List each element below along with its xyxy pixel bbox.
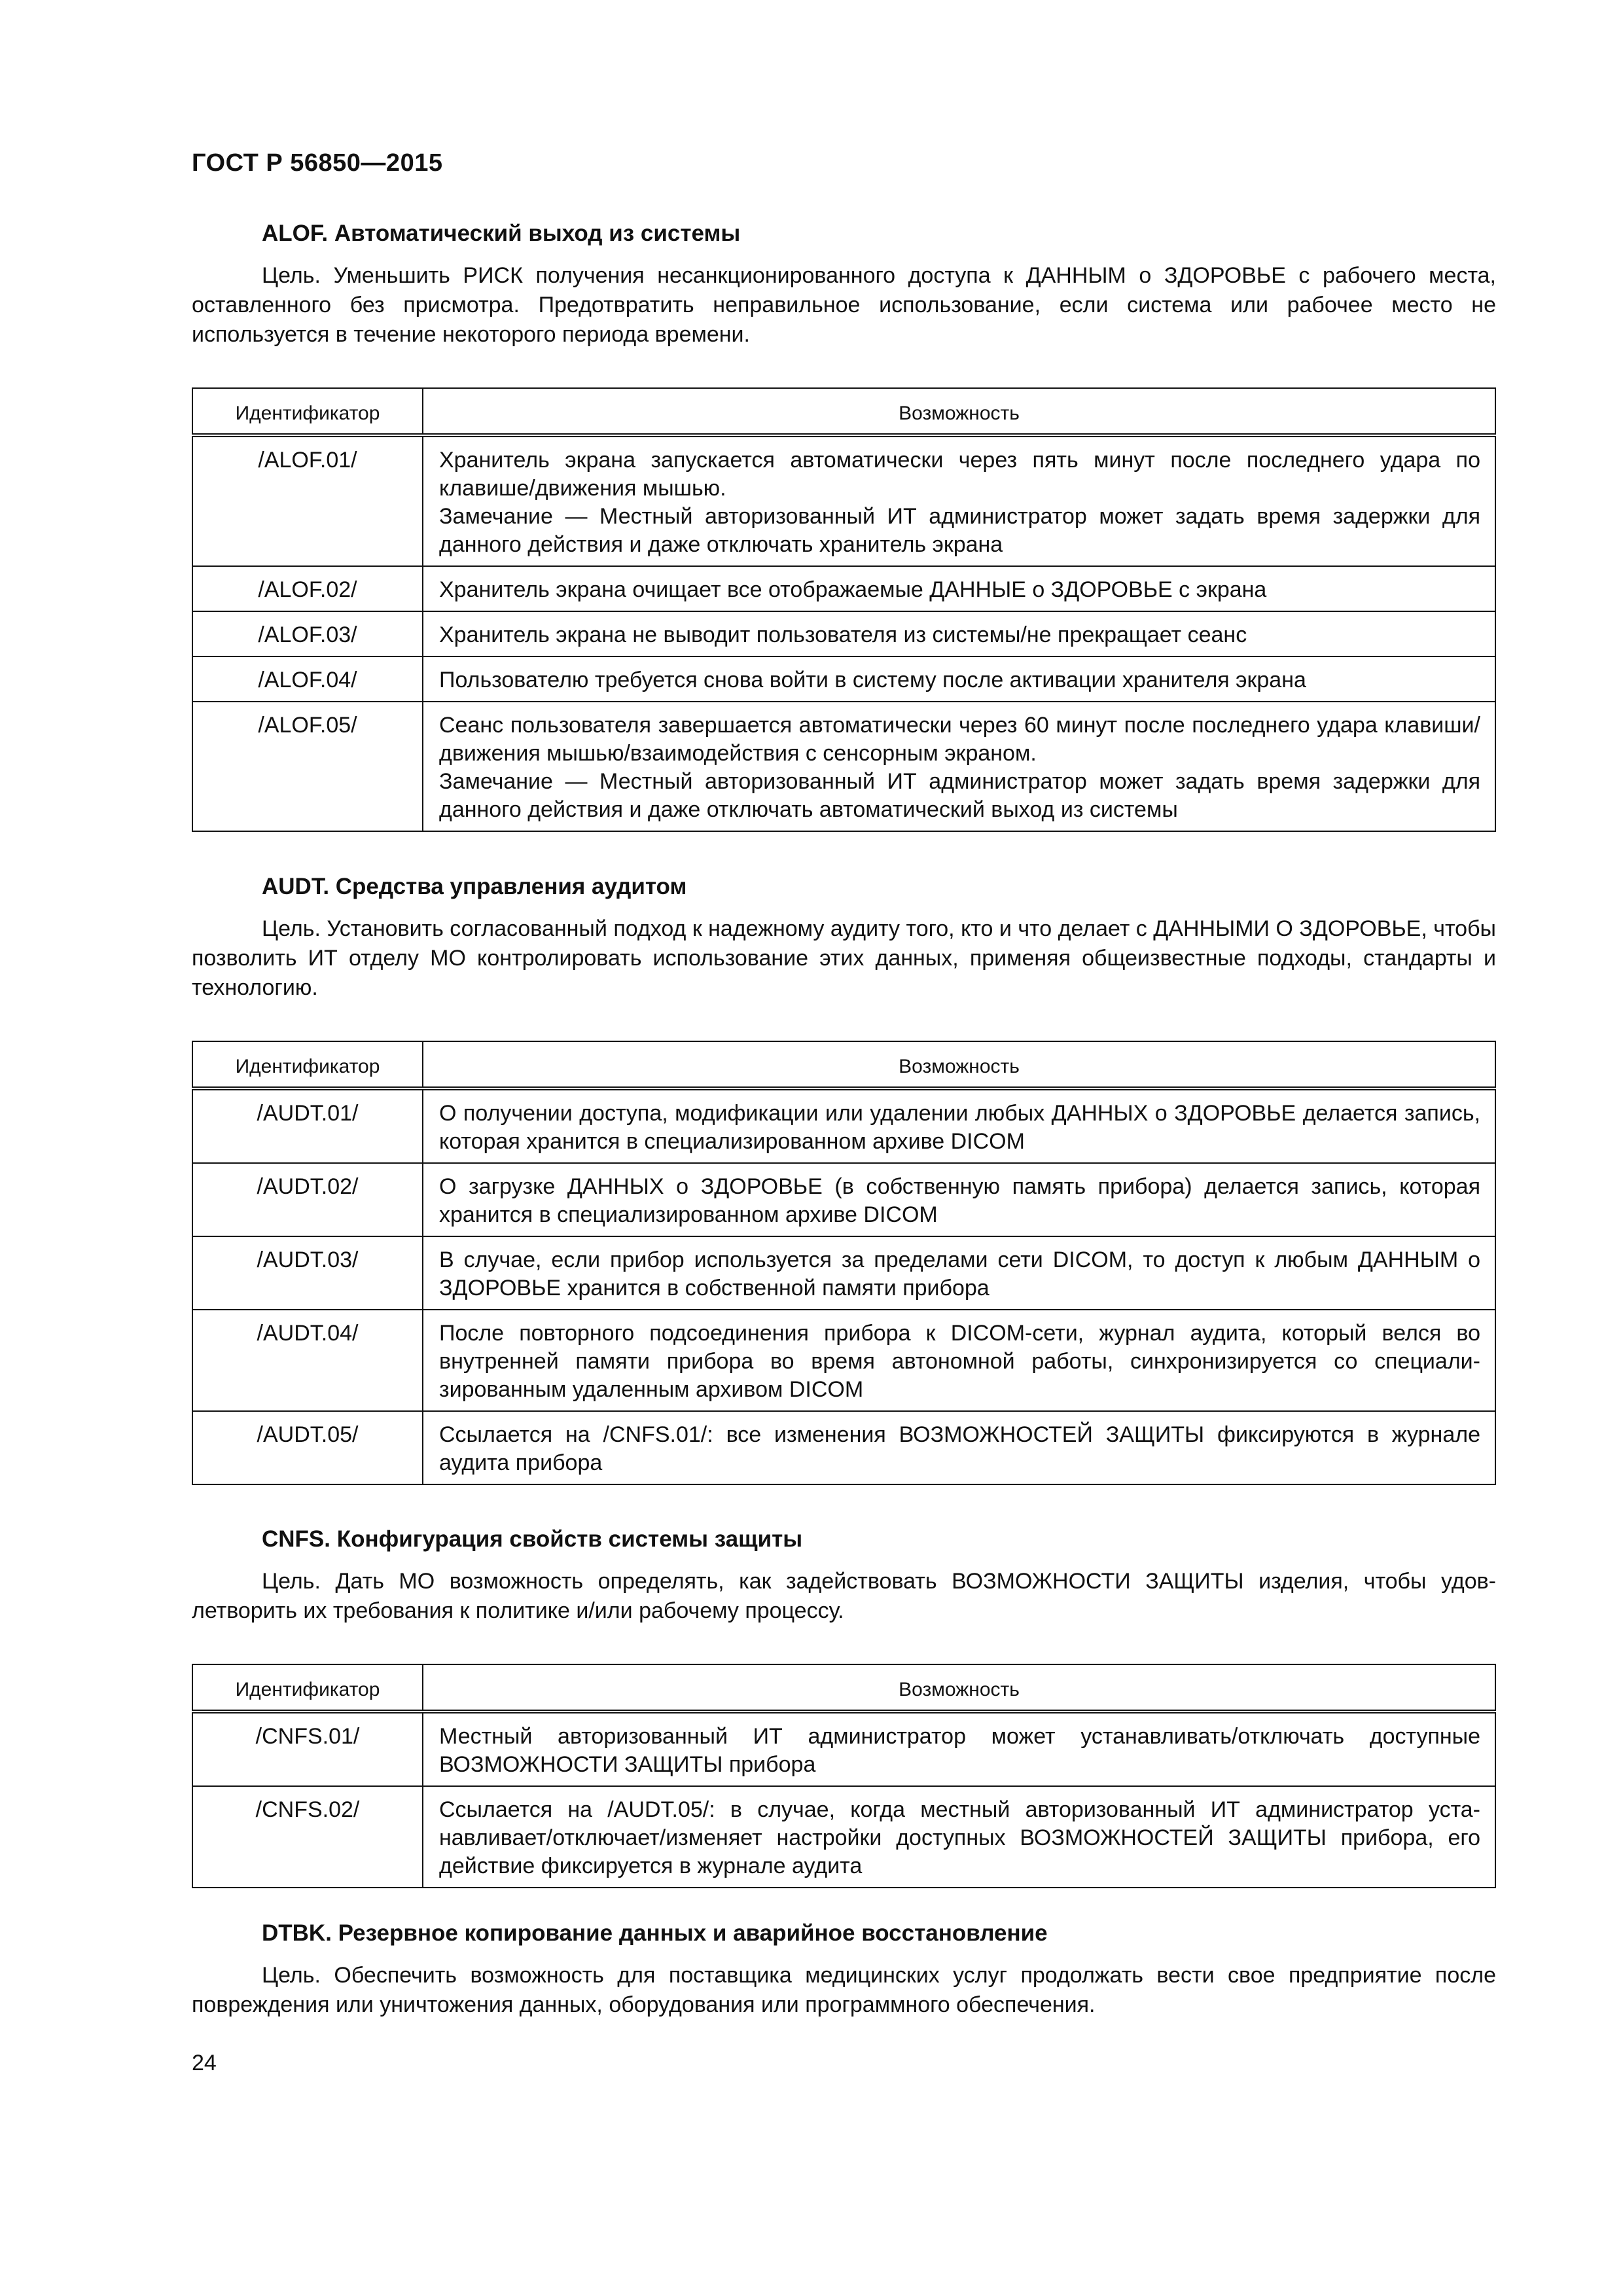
capability-table — [192, 1664, 1496, 1888]
row-id: /AUDT.04/ — [192, 1310, 423, 1411]
table-row — [192, 566, 1495, 611]
capability-line: Хранитель экрана не выводит пользователя из системы/не прекращает сеанс — [439, 622, 1247, 647]
column-header-capability: Возможность — [423, 1041, 1495, 1088]
section-title: DTBK. Резервное копирование данных и аварийное восстановление — [262, 1920, 1048, 1946]
row-capability — [423, 566, 1495, 611]
section-cnfs — [192, 1525, 1496, 1888]
row-capability — [423, 435, 1495, 566]
capability-note: Замечание — Местный авторизованный ИТ администратор может задать время задержки для данного действия и даже отключать хранитель экрана — [439, 504, 1480, 557]
capability-line: Пользователю требуется снова войти в систему после активации хранителя экрана — [439, 668, 1306, 692]
capability-line: Ссылается на /CNFS.01/: все изменения ВОЗМОЖНОСТЕЙ ЗАЩИТЫ фиксируются в журнале аудита прибора — [439, 1422, 1480, 1475]
section-purpose: Цель. Обеспечить возможность для поставщика медицинских услуг продолжать вести свое предприятие после повреждения или уничтожения данных, оборудования или программного обеспечения. — [192, 1963, 1496, 2017]
capability-line: Хранитель экрана запускается автоматически через пять минут после последнего удара по клавише/движения мышью. — [439, 448, 1480, 501]
row-capability — [423, 1310, 1495, 1411]
row-id: /AUDT.03/ — [192, 1236, 423, 1310]
row-capability — [423, 702, 1495, 831]
page-number: 24 — [192, 2051, 217, 2075]
row-id: /ALOF.03/ — [192, 611, 423, 656]
capability-table — [192, 1041, 1496, 1485]
row-id: /ALOF.04/ — [192, 656, 423, 702]
capability-line: После повторного подсоединения прибора к DICOM-сети, журнал аудита, который велся во внутренней памяти прибора во время автономной работы, синхронизируется со специализированным удаленным архивом DICOM — [439, 1321, 1480, 1402]
capability-line: О получении доступа, модификации или удалении любых ДАННЫХ о ЗДОРОВЬЕ делается запись, которая хранится в специализированном архиве DICOM — [439, 1101, 1480, 1154]
capability-line: Местный авторизованный ИТ администратор может устанавливать/отключать доступные ВОЗМОЖНОСТИ ЗАЩИТЫ прибора — [439, 1724, 1480, 1777]
row-capability — [423, 656, 1495, 702]
capability-table — [192, 387, 1496, 832]
row-capability — [423, 1786, 1495, 1888]
capability-line: Хранитель экрана очищает все отображаемые ДАННЫЕ о ЗДОРОВЬЕ с экрана — [439, 577, 1267, 602]
table-row — [192, 702, 1495, 831]
table-row — [192, 1163, 1495, 1236]
row-id: /ALOF.05/ — [192, 702, 423, 831]
column-header-id: Идентификатор — [192, 1664, 423, 1712]
row-capability — [423, 1236, 1495, 1310]
row-capability — [423, 1163, 1495, 1236]
table-row — [192, 1088, 1495, 1163]
capability-line: О загрузке ДАННЫХ о ЗДОРОВЬЕ (в собственную память прибора) делается запись, которая хранится в специализированном архиве DICOM — [439, 1174, 1480, 1227]
row-id: /ALOF.02/ — [192, 566, 423, 611]
table-row — [192, 435, 1495, 566]
row-capability — [423, 1712, 1495, 1786]
table-header-row — [192, 1664, 1495, 1712]
section-alof — [192, 219, 1496, 832]
section-title: ALOF. Автоматический выход из системы — [262, 221, 741, 246]
table-row — [192, 1310, 1495, 1411]
row-capability — [423, 611, 1495, 656]
column-header-capability: Возможность — [423, 388, 1495, 435]
column-header-id: Идентификатор — [192, 388, 423, 435]
capability-line: Сеанс пользователя завершается автоматически через 60 минут после последнего удара клавиши/движения мышью/взаимодействия с сенсорным экраном. — [439, 713, 1480, 766]
column-header-capability: Возможность — [423, 1664, 1495, 1712]
table-row — [192, 1411, 1495, 1484]
table-row — [192, 1786, 1495, 1888]
section-dtbk — [192, 1919, 1496, 2020]
section-title: AUDT. Средства управления аудитом — [262, 874, 687, 899]
row-id: /AUDT.01/ — [192, 1088, 423, 1163]
capability-note: Замечание — Местный авторизованный ИТ администратор может задать время задержки для данного действия и даже отключать автоматический выход из системы — [439, 769, 1480, 822]
row-id: /CNFS.02/ — [192, 1786, 423, 1888]
table-row — [192, 1236, 1495, 1310]
section-purpose: Цель. Дать МО возможность определять, как задействовать ВОЗМОЖНОСТИ ЗАЩИТЫ изделия, чтобы удовлетворить их требования к политике и/или рабочему процессу. — [192, 1569, 1496, 1623]
section-title: CNFS. Конфигурация свойств системы защиты — [262, 1526, 803, 1552]
table-row — [192, 1712, 1495, 1786]
row-id: /CNFS.01/ — [192, 1712, 423, 1786]
row-capability — [423, 1088, 1495, 1163]
capability-line: В случае, если прибор используется за пределами сети DICOM, то доступ к любым ДАННЫМ о ЗДОРОВЬЕ хранится в собственной памяти прибора — [439, 1247, 1480, 1300]
row-id: /ALOF.01/ — [192, 435, 423, 566]
row-id: /AUDT.05/ — [192, 1411, 423, 1484]
column-header-id: Идентификатор — [192, 1041, 423, 1088]
document-header: ГОСТ Р 56850—2015 — [192, 149, 443, 177]
capability-line: Ссылается на /AUDT.05/: в случае, когда местный авторизованный ИТ администратор устанавливает/отключает/изменяет настройки доступных ВОЗМОЖНОСТЕЙ ЗАЩИТЫ прибора, его действие фиксируется в журнале аудита — [439, 1797, 1480, 1878]
section-purpose: Цель. Установить согласованный подход к надежному аудиту того, кто и что делает с ДАННЫМИ О ЗДОРОВЬЕ, чтобы позволить ИТ отделу МО контролировать использование этих данных, применяя общеизвестные подходы, стандарты и технологию. — [192, 916, 1496, 1000]
table-row — [192, 656, 1495, 702]
table-header-row — [192, 1041, 1495, 1088]
row-capability — [423, 1411, 1495, 1484]
row-id: /AUDT.02/ — [192, 1163, 423, 1236]
section-purpose: Цель. Уменьшить РИСК получения несанкционированного доступа к ДАННЫМ о ЗДОРОВЬЕ с рабочего места, оставленного без присмотра. Предотвратить неправильное использование, если система или рабочее место не используется в течение некоторого периода времени. — [192, 263, 1496, 347]
table-row — [192, 611, 1495, 656]
section-audt — [192, 872, 1496, 1485]
table-header-row — [192, 388, 1495, 435]
